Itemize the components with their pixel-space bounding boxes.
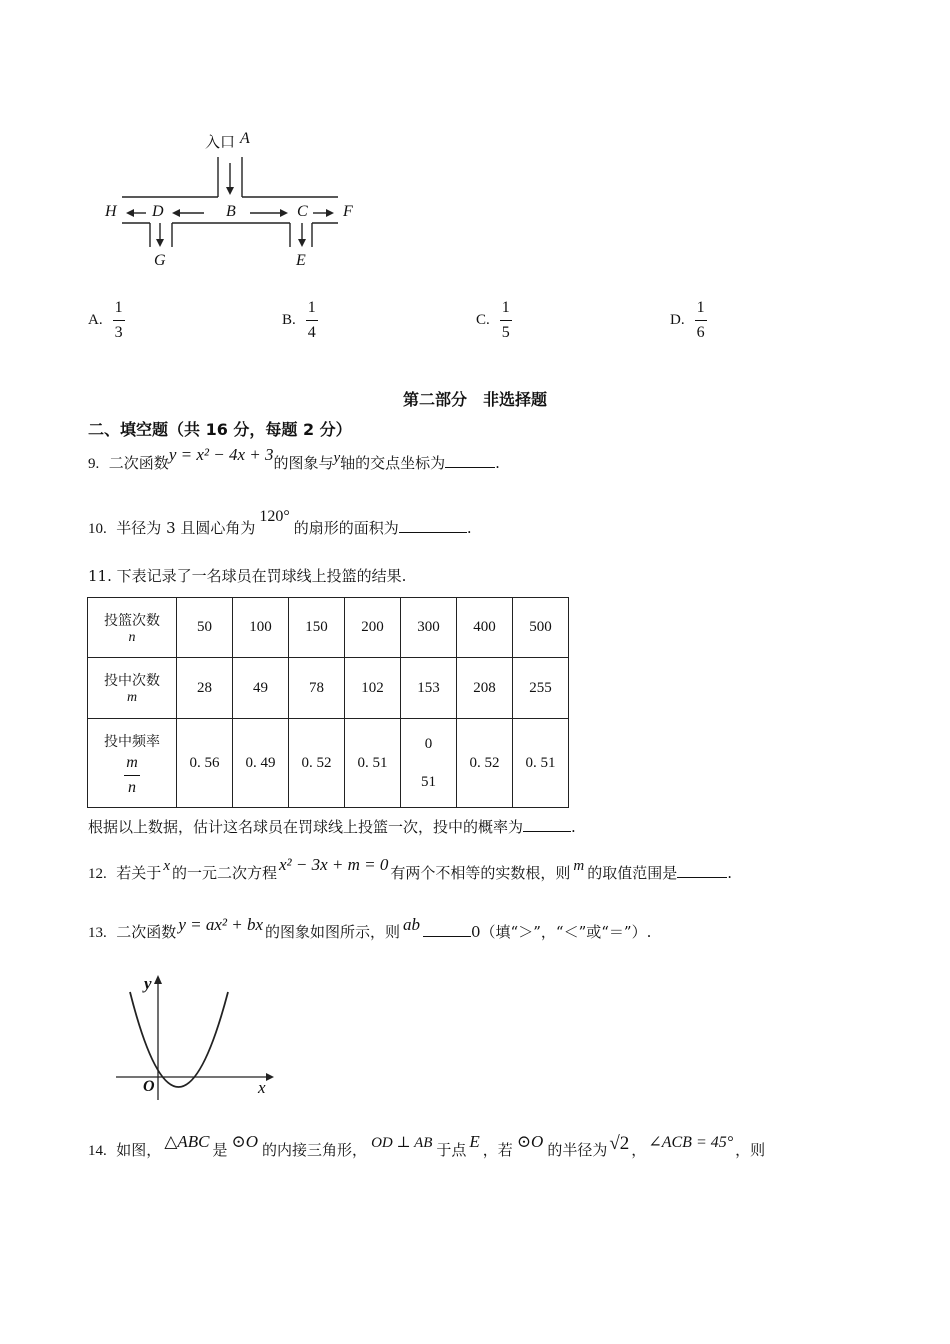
corridor-diagram <box>100 125 370 275</box>
choice-d[interactable] <box>670 300 707 341</box>
table-row <box>88 719 569 808</box>
point-d-label: D <box>152 203 164 220</box>
x-axis-arrow <box>266 1073 274 1081</box>
question-11-followup: 根据以上数据，估计这名球员在罚球线上投篮一次，投中的概率为 . <box>88 818 576 836</box>
row-header: 投中次数 m <box>88 658 177 719</box>
table-cell: 208 <box>457 658 513 719</box>
answer-blank[interactable] <box>399 531 467 533</box>
choice-fraction: $\frac{1}{4}$ <box>307 299 316 341</box>
answer-blank[interactable] <box>445 466 495 468</box>
origin-label: O <box>143 1078 155 1095</box>
answer-blank[interactable] <box>677 876 727 878</box>
table-cell: 0. 51 <box>513 719 569 808</box>
table-cell: 0. 51 <box>345 719 401 808</box>
choice-fraction: $\frac{1}{6}$ <box>696 299 705 341</box>
y-axis-arrow <box>154 975 162 984</box>
question-11: 11. 下表记录了一名球员在罚球线上投篮的结果. <box>88 567 407 585</box>
point-f-label: F <box>343 203 353 220</box>
table-cell: 0. 52 <box>289 719 345 808</box>
table-cell: 0. 49 <box>233 719 289 808</box>
table-cell: 0 51 <box>401 719 457 808</box>
point-b-label: B <box>226 203 236 220</box>
choice-a[interactable] <box>88 300 125 341</box>
choice-label: B. <box>282 312 296 328</box>
point-c-label: C <box>297 203 308 220</box>
shots-table <box>87 597 569 808</box>
parabola-graph <box>110 972 285 1104</box>
choice-label: D. <box>670 312 685 328</box>
row-header: 投中频率 $\frac{m}{n}$ <box>88 719 177 808</box>
question-14: 14. 如图， △ABC 是 ⊙O 的内接三角形， OD ⊥ AB 于点 E ，若 ⊙O 的半径为 √2 ， ∠ACB = 45° ，则 <box>88 1132 766 1159</box>
choice-c[interactable] <box>476 300 512 341</box>
question-9: 9. 二次函数y = x² − 4x + 3的图象与y轴的交点坐标为 . <box>88 445 500 472</box>
choice-label: A. <box>88 312 103 328</box>
table-cell: 50 <box>177 598 233 658</box>
table-cell: 0. 52 <box>457 719 513 808</box>
table-cell: 0. 56 <box>177 719 233 808</box>
answer-blank[interactable] <box>523 830 571 832</box>
table-cell: 28 <box>177 658 233 719</box>
point-g-label: G <box>154 252 166 269</box>
question-13: 13. 二次函数 y = ax² + bx 的图象如图所示，则 ab 0（填“＞”，“＜”或“＝”）. <box>88 915 652 941</box>
choice-label: C. <box>476 312 490 328</box>
table-cell: 49 <box>233 658 289 719</box>
point-a-label: A <box>240 130 250 147</box>
parabola-curve <box>130 992 228 1087</box>
point-e-label: E <box>296 252 306 269</box>
table-cell: 78 <box>289 658 345 719</box>
choice-fraction: $\frac{1}{3}$ <box>114 299 123 341</box>
row-header: 投篮次数 n <box>88 598 177 658</box>
table-row <box>88 598 569 658</box>
answer-blank[interactable] <box>423 935 471 937</box>
entrance-label: 入口 <box>205 133 236 151</box>
frequency-fraction: $\frac{m}{n}$ <box>124 755 140 796</box>
table-row <box>88 658 569 719</box>
y-axis-label: y <box>144 974 152 993</box>
part2-title: 第二部分 非选择题 <box>402 390 547 409</box>
x-axis-label: x <box>258 1078 266 1097</box>
section2-title: 二、填空题（共 16 分，每题 2 分） <box>88 420 352 439</box>
table-cell: 400 <box>457 598 513 658</box>
table-cell: 100 <box>233 598 289 658</box>
table-cell: 153 <box>401 658 457 719</box>
table-cell: 255 <box>513 658 569 719</box>
table-cell: 150 <box>289 598 345 658</box>
table-cell: 500 <box>513 598 569 658</box>
question-10: 10. 半径为 3 且圆心角为120°的扇形的面积为 . <box>88 508 472 537</box>
table-cell: 200 <box>345 598 401 658</box>
choice-fraction: $\frac{1}{5}$ <box>501 299 510 341</box>
table-cell: 102 <box>345 658 401 719</box>
choice-b[interactable] <box>282 300 318 341</box>
point-h-label: H <box>105 203 117 220</box>
question-12: 12. 若关于 x 的一元二次方程 x² − 3x + m = 0 有两个不相等的实数根，则 m 的取值范围是 . <box>88 855 733 882</box>
table-cell: 300 <box>401 598 457 658</box>
